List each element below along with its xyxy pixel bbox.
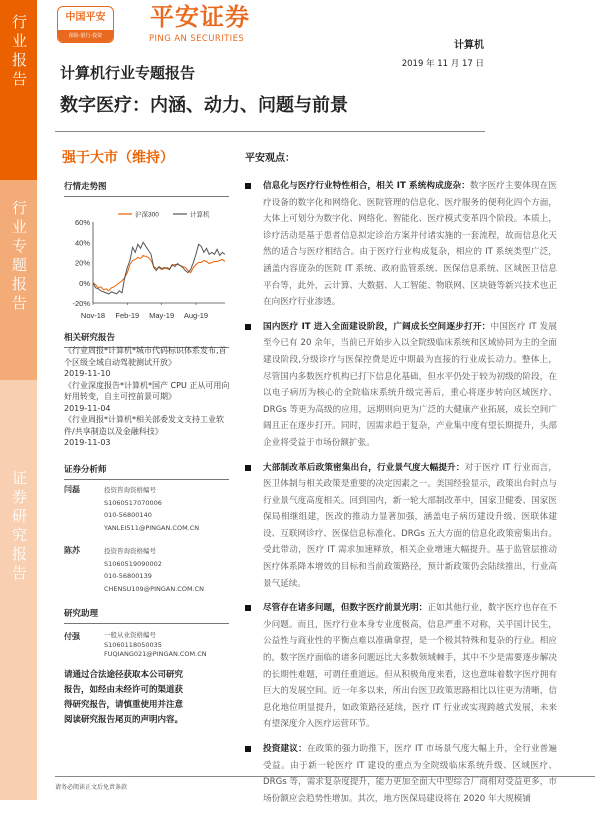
brand-name-en: PING AN SECURITIES: [149, 34, 245, 44]
cert-label: 投资咨询资格编号: [104, 486, 156, 494]
x-tick-label: Aug-19: [183, 311, 209, 320]
related-report-date: 2019-11-04: [64, 403, 111, 413]
point-text: 数字医疗主要体现在医疗设备的数字化和网络化、医院管理的信息化、医疗服务的便利化四个方面，大体上可划分为数字化、网络化、智能化、医疗模式变革四个阶段。本质上，诊疗活动是基于患者信息拟定诊治方案并付诸实施的一套流程，故而信息化天然的适合与医疗相结合。由于医疗行业构成复杂，相应的 IT 系统类型广泛，涵盖内容庞杂的医院 IT 系统、政府监管系统、医保信息系统、区域医卫信息平台等，此外，云计算、大数据、人工智能、物联网、区块链等新兴技术也正在向医疗行业渗透。: [263, 181, 557, 308]
x-tick-label: Feb-19: [115, 311, 140, 320]
bullet-icon: [245, 605, 251, 611]
logo-text: 中国平安: [65, 12, 106, 23]
key-point: [245, 460, 557, 593]
assistant-heading: 研究助理: [64, 609, 229, 624]
analyst-name: 陈苏: [64, 546, 80, 555]
related-reports: [64, 345, 234, 449]
analyst-card: [64, 545, 234, 595]
sidebar-band-topic-report: [0, 180, 37, 380]
legal-notice: 请通过合法途径获取本公司研究报告，如经由未经许可的渠道获得研究报告，请慎重使用并注意阅读研究报告尾页的声明内容。: [64, 670, 184, 725]
point-lead: 大部制改革后政策密集出台，行业景气度大幅提升：: [263, 462, 465, 473]
email[interactable]: CHENSU109@PINGAN.COM.CN: [104, 584, 205, 593]
cert-number: S1060519090002: [104, 559, 162, 568]
assistant-name: 付强: [64, 632, 80, 641]
sidebar-label: 行业专题报告: [10, 200, 28, 314]
bullet-icon: [245, 465, 251, 471]
key-point: [245, 600, 557, 733]
trend-heading: 行情走势图: [64, 182, 229, 197]
logo-tagline: 保险·银行·投资: [58, 30, 113, 42]
industry-label: 计算机: [454, 40, 484, 51]
sidebar-label: 证券研究报告: [10, 470, 28, 584]
point-lead: 国内医疗 IT 进入全面建设阶段，广阔成长空间逐步打开：: [263, 321, 491, 332]
brand-name: 平安证券: [150, 3, 250, 31]
phone: 010-56800139: [104, 572, 152, 580]
legend-label: 沪深300: [135, 211, 159, 219]
bullet-icon: [245, 746, 251, 752]
x-tick-label: May-19: [149, 311, 175, 320]
y-tick-label: 0%: [79, 278, 90, 288]
email[interactable]: YANLEI511@PINGAN.COM.CN: [104, 523, 200, 532]
email[interactable]: FUQIANG021@PINGAN.COM.CN: [104, 650, 207, 658]
sidebar-band-industry-report: [0, 0, 37, 180]
bullet-icon: [245, 324, 251, 330]
report-title: 数字医疗：内涵、动力、问题与前景: [60, 95, 348, 116]
cert-number: S1060517070006: [104, 498, 162, 507]
y-tick-label: -20%: [72, 299, 90, 308]
analyst-name: 闫磊: [64, 485, 80, 494]
y-tick-label: 60%: [74, 218, 90, 227]
report-date: 2019 年 11 月 17 日: [401, 59, 484, 69]
x-tick-label: Nov-18: [80, 311, 106, 320]
phone: 010-56800140: [104, 511, 152, 519]
point-lead: 尽管存在诸多问题，但数字医疗前景光明：: [263, 603, 428, 614]
analysts-heading: 证券分析师: [64, 465, 229, 480]
related-heading: 相关研究报告: [64, 333, 229, 348]
analyst-card: [64, 484, 234, 534]
key-point: [245, 319, 557, 452]
y-tick-label: 20%: [74, 258, 90, 268]
related-report-title[interactable]: 《行业周报*计算机*相关部委发文支持工业软件/共享制造以及金融科技》: [64, 415, 224, 436]
rating: 强于大市（维持）: [62, 150, 174, 166]
trend-chart: [60, 205, 235, 325]
related-report-date: 2019-11-03: [64, 438, 111, 447]
header-divider: [55, 131, 485, 132]
assistant-card: [64, 631, 234, 660]
key-points: [245, 178, 557, 815]
key-point: [245, 178, 557, 311]
cert-number: S1060118050035: [104, 640, 162, 649]
ping-an-logo: [57, 6, 114, 43]
point-lead: 信息化与医疗行业特性相合，相关 IT 系统构成庞杂：: [263, 181, 470, 191]
point-text: 正如其他行业，数字医疗也存在不少问题。而且，医疗行业本身专业度极高，信息严重不对称，关乎国计民生，公益性与商业性的平衡点难以准确拿捏，是一个极其特殊和复杂的行业。相应的，数字医疗面临的诸多问题远比大多数领域棘手，其中不少是需要逐步解决的长期性难题，可谓任重道远。但从积极角度来看，这也意味着数字医疗拥有巨大的发展空间。近一年多以来，所出台医卫政策思路相比以往更为清晰，信息化地位明显提升，如政策路径延续，医疗 IT 行业或实现跨越式发展，未来有望深度介入医疗运营环节。: [263, 603, 557, 730]
point-text: 对于医疗 IT 行业而言，医卫体制与相关政策是重要的决定因素之一。美国经验显示，政策出台时点与行业景气度高度相关。回到国内，新一轮大部制改革中，国家卫健委、国家医保局相继组建，医改的推动力显著加强，涵盖电子病历建设升级、医联体建设、互联网诊疗、医保信息标准化、DRGs 五大方面的信息化政策密集出台。受此带动，医疗 IT 需求加速释放，相关企业增速大幅提升。基于监管层推动医疗体系降本增效的目标和当前政策路径，预计新政策仍会陆续推出，行业高景气延续。: [263, 462, 557, 589]
report-subtitle: 计算机行业专题报告: [60, 64, 196, 82]
legend-label: 计算机: [190, 211, 210, 219]
sidebar-label: 行业报告: [10, 14, 28, 90]
related-report-date: 2019-11-10: [64, 369, 111, 378]
related-report-title[interactable]: 《行业周报*计算机*城市代码标识体系发布,首个区级全域自动驾驶测试开放》: [64, 346, 227, 367]
view-heading: 平安观点：: [245, 153, 295, 164]
cert-label: 投资咨询资格编号: [104, 547, 156, 555]
sidebar-band-securities-report: [0, 380, 37, 800]
point-lead: 投资建议：: [263, 744, 307, 754]
point-text: 在政策的强力助推下，医疗 IT 市场景气度大幅上升，全行业普遍受益。由于新一轮医疗 IT 建设的重点为全院级临床系统升级、区域医疗、DRGs 等，需求复杂度提升，能力更加全面大中型综合厂商相对受益更多，市场份额应会趋势性增加。其次，地方医保局建设将在 2020 年大规模铺: [263, 744, 557, 804]
related-report-title[interactable]: 《行业深度报告*计算机*国产 CPU 正从可用向好用转变，自主可控前景可期》: [64, 380, 230, 401]
key-point: [245, 741, 557, 807]
bullet-icon: [245, 183, 251, 189]
series-line-hs300: [93, 255, 225, 290]
y-tick-label: 40%: [74, 238, 90, 248]
point-text: 中国医疗 IT 发展至今已有 20 余年，当前已开始步入以全院级临床系统和区域协同为主的全面建设阶段,分级诊疗与医保控费是近中期最为直接的行业成长动力。整体上，尽管国内多数医疗机构已打下信息化基础，但水平仍处于较为初级的阶段，在以电子病历为核心的全院临床系统升级完善后，重心将逐步转向区域医疗、DRGs 等更为高级的应用，远期则向更为广泛的大健康产业拓展，成长空间广阔且正在逐步打开。同时，因需求趋于复杂，产业集中度有望长期提升，头部企业将受益于市场份额扩张。: [263, 321, 557, 448]
footer-disclaimer: 请务必阅读正文后免责条款: [55, 784, 128, 791]
cert-label: 一般从业资格编号: [104, 631, 156, 639]
